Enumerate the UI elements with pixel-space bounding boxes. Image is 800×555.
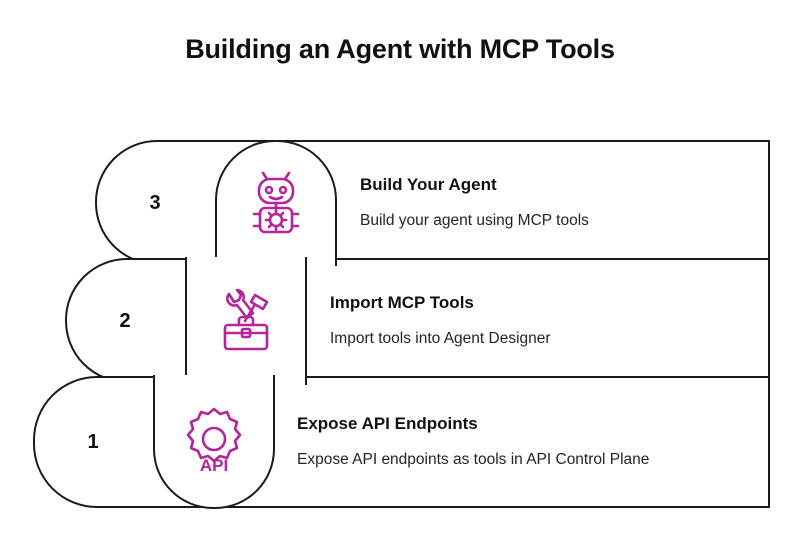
step-text-3 [360,140,760,266]
robot-gear-icon [215,140,337,266]
api-gear-icon [153,375,275,509]
step-number-2: 2 [119,309,131,332]
step-heading-1: Expose API Endpoints [297,413,478,433]
step-description-1: Expose API endpoints as tools in API Control Plane [297,450,650,468]
step-text-1 [297,375,727,509]
step-text-2 [330,257,760,385]
step-description-2: Import tools into Agent Designer [330,329,551,347]
toolbox-icon [185,257,307,385]
process-diagram [0,120,800,540]
step-heading-3: Build Your Agent [360,174,497,194]
step-heading-2: Import MCP Tools [330,292,474,312]
step-description-3: Build your agent using MCP tools [360,211,589,229]
step-number-1: 1 [87,430,99,453]
page-title: Building an Agent with MCP Tools [185,34,615,64]
step-number-3: 3 [149,191,161,214]
svg-text:API: API [199,456,229,475]
